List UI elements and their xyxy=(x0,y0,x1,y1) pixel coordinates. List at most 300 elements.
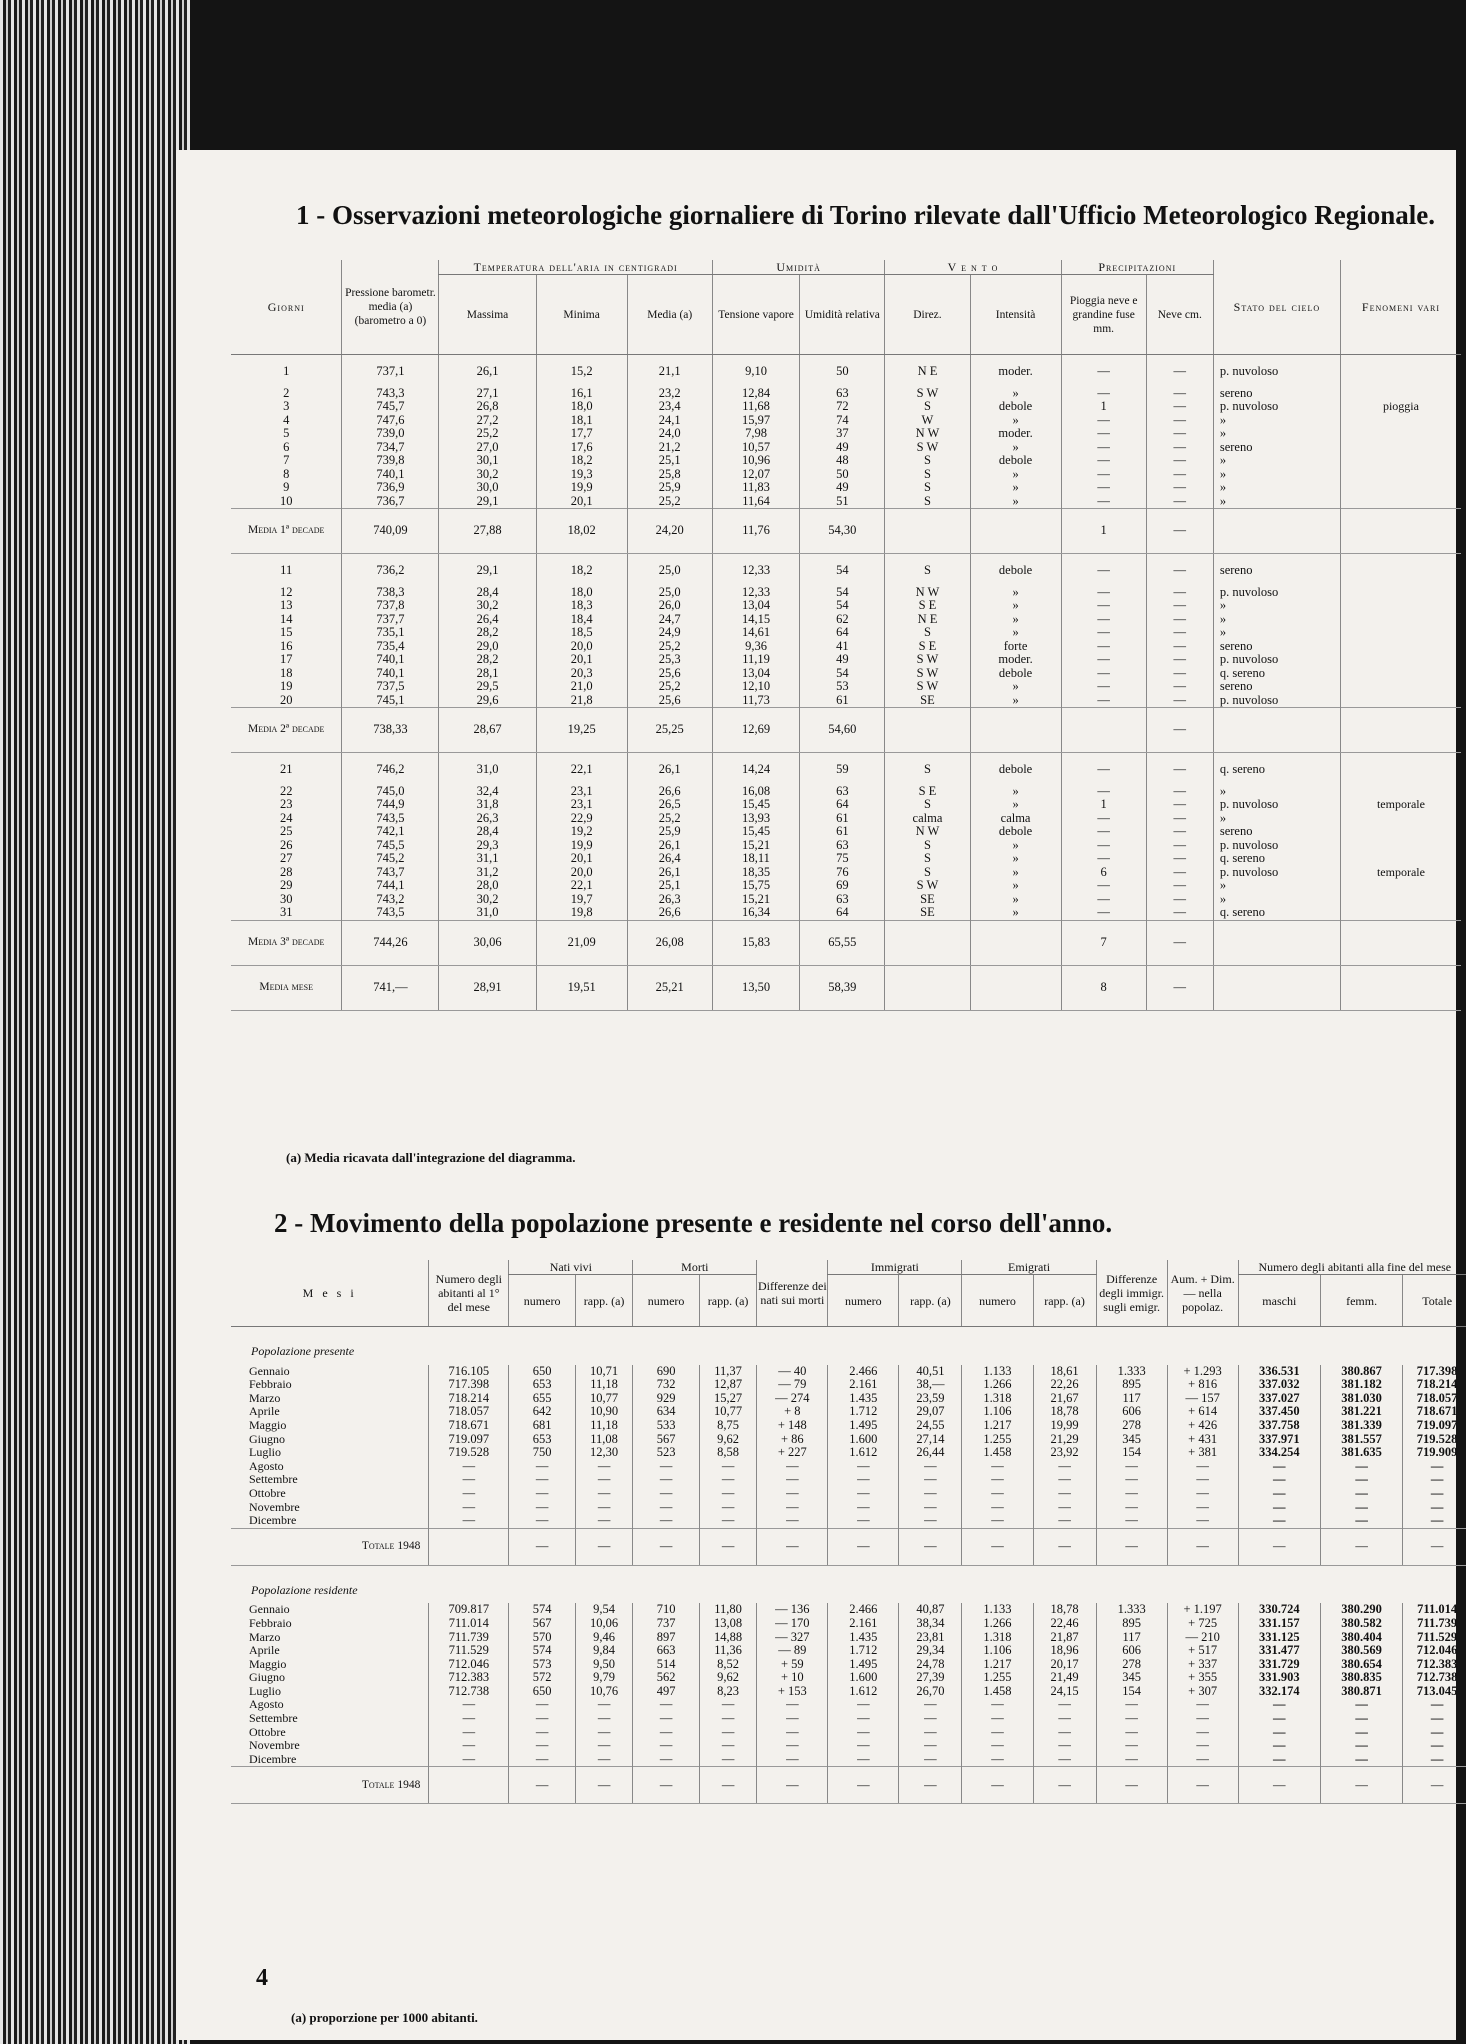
meteo-cell: — xyxy=(1146,554,1213,586)
meteo-cell: 25,2 xyxy=(439,427,536,441)
day-cell: 5 xyxy=(283,426,290,440)
meteo-cell: 14,15 xyxy=(712,613,800,627)
pop-cell: 897 xyxy=(633,1631,700,1645)
total-row xyxy=(231,1767,1466,1804)
pop-cell: 10,77 xyxy=(575,1392,632,1406)
meteo-cell: 743,3 xyxy=(342,387,439,401)
meteo-media-mese-row xyxy=(231,965,1461,1010)
meteo-cell: » xyxy=(1213,893,1340,907)
pop-cell: 10,90 xyxy=(575,1405,632,1419)
media-cell: 738,33 xyxy=(342,708,439,753)
pop-cell: — xyxy=(633,1698,700,1712)
meteo-row xyxy=(231,441,1461,455)
meteo-cell: 745,0 xyxy=(342,785,439,799)
meteo-cell: 26,1 xyxy=(627,753,712,785)
pop-cell: 663 xyxy=(633,1644,700,1658)
day-cell: 1 xyxy=(283,364,290,378)
month-cell: Luglio xyxy=(249,1445,281,1460)
day-cell: 4 xyxy=(283,412,290,427)
media-cell: 744,26 xyxy=(342,920,439,965)
meteo-cell: 10,57 xyxy=(712,441,800,455)
meteo-cell: 11,64 xyxy=(712,495,800,509)
section-row xyxy=(231,1565,1466,1603)
meteo-cell: » xyxy=(970,785,1061,799)
meteo-cell: 31,1 xyxy=(439,852,536,866)
pop-cell: 750 xyxy=(509,1446,576,1460)
meteo-media-row xyxy=(231,920,1461,965)
meteo-cell xyxy=(1340,414,1461,428)
media-empty xyxy=(1213,920,1340,965)
pop-cell: + 10 xyxy=(757,1671,828,1685)
pop-cell: 11,18 xyxy=(575,1378,632,1392)
meteo-cell: 21,2 xyxy=(627,441,712,455)
pop-cell: — xyxy=(1238,1473,1320,1487)
pop-cell: — 327 xyxy=(757,1631,828,1645)
meteo-cell: — xyxy=(1061,427,1146,441)
meteo-cell: debole xyxy=(970,400,1061,414)
meteo-cell: — xyxy=(1146,753,1213,785)
pop-cell: 331.125 xyxy=(1238,1631,1320,1645)
media-cell: 1 xyxy=(1061,509,1146,554)
pop-cell: — xyxy=(962,1739,1033,1753)
total-cell: — xyxy=(1238,1528,1320,1565)
meteo-cell: 31,0 xyxy=(439,906,536,920)
meteo-cell: 53 xyxy=(800,680,885,694)
meteo-cell xyxy=(1340,355,1461,387)
pop-cell: — xyxy=(699,1487,756,1501)
meteo-cell: » xyxy=(970,495,1061,509)
meteo-cell: » xyxy=(1213,785,1340,799)
media-cell: — xyxy=(1146,708,1213,753)
meteo-cell: 26,3 xyxy=(627,893,712,907)
media-mese-cell: 13,50 xyxy=(712,965,800,1010)
pop-cell: — xyxy=(1096,1712,1167,1726)
meteo-cell: — xyxy=(1146,613,1213,627)
meteo-cell: 743,7 xyxy=(342,866,439,880)
media-mese-cell: 25,21 xyxy=(627,965,712,1010)
section-label: Popolazione residente xyxy=(251,1582,358,1597)
day-cell: 22 xyxy=(279,783,293,798)
meteo-cell: 24,1 xyxy=(627,414,712,428)
pop-cell: 711.014 xyxy=(429,1617,509,1631)
meteo-cell: 14,24 xyxy=(712,753,800,785)
day-cell: 21 xyxy=(279,762,293,776)
pop-cell: 713.045 xyxy=(1403,1685,1466,1699)
pop-cell: — xyxy=(1096,1473,1167,1487)
media-empty xyxy=(1213,509,1340,554)
pop-cell: 719.097 xyxy=(429,1433,509,1447)
pop-cell: 712.383 xyxy=(1403,1658,1466,1672)
total-cell: — xyxy=(575,1528,632,1565)
pop-cell: 1.495 xyxy=(828,1658,899,1672)
population-table xyxy=(231,1260,1466,1804)
pop-cell: 9,79 xyxy=(575,1671,632,1685)
meteo-cell: q. sereno xyxy=(1213,667,1340,681)
pop-cell: — xyxy=(509,1514,576,1528)
pop-cell: 570 xyxy=(509,1631,576,1645)
meteo-cell: » xyxy=(1213,468,1340,482)
media-empty xyxy=(1213,965,1340,1010)
meteo-cell: 21,0 xyxy=(536,680,627,694)
meteo-cell: 28,0 xyxy=(439,879,536,893)
pop-cell: 11,37 xyxy=(699,1365,756,1379)
population-row xyxy=(231,1446,1466,1460)
media-cell: 12,69 xyxy=(712,708,800,753)
meteo-cell xyxy=(1340,640,1461,654)
pop-cell: 337.971 xyxy=(1238,1433,1320,1447)
pop-cell: 21,67 xyxy=(1033,1392,1096,1406)
meteo-cell: p. nuvoloso xyxy=(1213,355,1340,387)
pop-cell: 9,62 xyxy=(699,1671,756,1685)
meteo-cell: 29,1 xyxy=(439,495,536,509)
month-cell: Gennaio xyxy=(249,1363,290,1378)
pop-cell: 719.528 xyxy=(429,1446,509,1460)
meteo-cell: 69 xyxy=(800,879,885,893)
pop-cell: 24,15 xyxy=(1033,1685,1096,1699)
pop-cell: 1.318 xyxy=(962,1392,1033,1406)
meteo-cell: 29,3 xyxy=(439,839,536,853)
pop-cell: 895 xyxy=(1096,1378,1167,1392)
meteo-cell: 20,1 xyxy=(536,495,627,509)
meteo-cell: » xyxy=(1213,454,1340,468)
pop-cell: — xyxy=(899,1698,962,1712)
meteo-cell: — xyxy=(1146,653,1213,667)
meteo-cell: — xyxy=(1146,640,1213,654)
meteo-cell: 28,4 xyxy=(439,586,536,600)
meteo-cell: pioggia xyxy=(1340,400,1461,414)
meteo-cell: 11,68 xyxy=(712,400,800,414)
meteo-cell: debole xyxy=(970,667,1061,681)
meteo-cell: 11,19 xyxy=(712,653,800,667)
pop-cell: 21,49 xyxy=(1033,1671,1096,1685)
pop-cell: 331.729 xyxy=(1238,1658,1320,1672)
hdr-intensita: Intensità xyxy=(970,275,1061,355)
pop-cell: + 431 xyxy=(1167,1433,1238,1447)
pop-cell: 27,39 xyxy=(899,1671,962,1685)
pop-cell: 278 xyxy=(1096,1658,1167,1672)
section2-title: 2 - Movimento della popolazione presente e residente nel corso dell'anno. xyxy=(274,1208,1113,1238)
pop-cell: 380.404 xyxy=(1320,1631,1402,1645)
meteo-cell: 74 xyxy=(800,414,885,428)
meteo-cell: 745,1 xyxy=(342,694,439,708)
meteo-cell: 25,2 xyxy=(627,812,712,826)
total-cell: — xyxy=(1096,1767,1167,1804)
meteo-cell: q. sereno xyxy=(1213,852,1340,866)
meteo-cell: 20,1 xyxy=(536,852,627,866)
pop-cell: 337.450 xyxy=(1238,1405,1320,1419)
meteo-cell: 27,0 xyxy=(439,441,536,455)
pop-cell: — xyxy=(1167,1753,1238,1767)
pop-cell: — 210 xyxy=(1167,1631,1238,1645)
pop-cell: + 307 xyxy=(1167,1685,1238,1699)
pop-cell: 574 xyxy=(509,1603,576,1617)
total-cell: — xyxy=(962,1528,1033,1565)
media-cell xyxy=(970,509,1061,554)
hdr-immigrati: Immigrati xyxy=(828,1260,962,1275)
section-label: Popolazione presente xyxy=(251,1344,355,1358)
meteo-body xyxy=(231,355,1461,1011)
meteo-cell: 20,0 xyxy=(536,640,627,654)
pop-cell: — xyxy=(1238,1753,1320,1767)
meteo-cell: 11,73 xyxy=(712,694,800,708)
meteo-cell: 742,1 xyxy=(342,825,439,839)
meteo-cell: 19,3 xyxy=(536,468,627,482)
hdr-emi-rapp: rapp. (a) xyxy=(1033,1275,1096,1327)
media-mese-cell: 19,51 xyxy=(536,965,627,1010)
pop-cell: 712.738 xyxy=(429,1685,509,1699)
pop-cell: 712.738 xyxy=(1403,1671,1466,1685)
pop-cell: — xyxy=(1167,1501,1238,1515)
pop-cell: — xyxy=(509,1698,576,1712)
pop-cell: — xyxy=(899,1487,962,1501)
pop-cell: 572 xyxy=(509,1671,576,1685)
pop-cell: — xyxy=(962,1753,1033,1767)
meteo-cell: 54 xyxy=(800,599,885,613)
pop-cell: 38,— xyxy=(899,1378,962,1392)
meteo-cell: — xyxy=(1061,753,1146,785)
meteo-cell: q. sereno xyxy=(1213,753,1340,785)
pop-cell: — xyxy=(575,1753,632,1767)
hdr-pressione: Pressione barometr. media (a) (barometro a 0) xyxy=(342,260,439,355)
pop-cell: — xyxy=(429,1753,509,1767)
meteo-cell: 15,21 xyxy=(712,839,800,853)
meteo-cell xyxy=(1340,626,1461,640)
pop-cell: 711.529 xyxy=(1403,1631,1466,1645)
meteo-cell: 744,9 xyxy=(342,798,439,812)
pop-cell: — xyxy=(1033,1753,1096,1767)
pop-cell: 718.057 xyxy=(1403,1392,1466,1406)
pop-cell: — xyxy=(633,1514,700,1528)
total-cell xyxy=(429,1767,509,1804)
media-mese-cell: 58,39 xyxy=(800,965,885,1010)
pop-cell: — xyxy=(575,1712,632,1726)
pop-cell: 1.435 xyxy=(828,1392,899,1406)
total-cell: — xyxy=(962,1767,1033,1804)
meteo-cell: 26,6 xyxy=(627,785,712,799)
month-cell: Giugno xyxy=(249,1431,285,1446)
pop-cell: 1.106 xyxy=(962,1644,1033,1658)
hdr-fenomeni: Fenomeni vari xyxy=(1340,260,1461,355)
meteo-cell: S W xyxy=(885,667,970,681)
day-cell: 24 xyxy=(279,810,293,825)
meteo-cell: N W xyxy=(885,427,970,441)
meteo-cell: — xyxy=(1061,906,1146,920)
meteo-cell: — xyxy=(1061,825,1146,839)
pop-cell: 40,87 xyxy=(899,1603,962,1617)
meteo-cell: 737,1 xyxy=(342,355,439,387)
pop-cell: — xyxy=(509,1726,576,1740)
meteo-row xyxy=(231,599,1461,613)
hdr-diff-nati: Differenze dei nati sui morti xyxy=(757,1260,828,1327)
meteo-cell: 27,2 xyxy=(439,414,536,428)
day-cell: 29 xyxy=(279,878,293,892)
meteo-cell xyxy=(1340,441,1461,455)
pop-cell: 650 xyxy=(509,1365,576,1379)
pop-cell: — xyxy=(429,1739,509,1753)
month-cell: Dicembre xyxy=(249,1513,297,1528)
day-cell: 15 xyxy=(279,625,293,639)
meteo-cell: 28,1 xyxy=(439,667,536,681)
hdr-morti: Morti xyxy=(633,1260,757,1275)
hdr-umidita-rel: Umidità relativa xyxy=(800,275,885,355)
pop-cell: — xyxy=(1403,1739,1466,1753)
pop-cell: 711.739 xyxy=(1403,1617,1466,1631)
media-cell xyxy=(970,920,1061,965)
meteo-cell: 28,2 xyxy=(439,626,536,640)
pop-cell: — xyxy=(1238,1501,1320,1515)
meteo-cell: » xyxy=(1213,613,1340,627)
pop-cell: 2.466 xyxy=(828,1365,899,1379)
total-cell: — xyxy=(899,1528,962,1565)
meteo-cell xyxy=(1340,879,1461,893)
meteo-cell: 15,45 xyxy=(712,825,800,839)
meteo-cell xyxy=(1340,427,1461,441)
meteo-cell: 26,5 xyxy=(627,798,712,812)
pop-cell: 337.032 xyxy=(1238,1378,1320,1392)
day-cell: 27 xyxy=(279,851,293,865)
meteo-cell: 18,0 xyxy=(536,400,627,414)
pop-cell: 18,61 xyxy=(1033,1365,1096,1379)
pop-cell: — xyxy=(509,1487,576,1501)
meteo-cell: 26,4 xyxy=(627,852,712,866)
pop-cell: 1.217 xyxy=(962,1419,1033,1433)
pop-cell: — xyxy=(1096,1726,1167,1740)
pop-cell: 337.027 xyxy=(1238,1392,1320,1406)
media-cell: 54,30 xyxy=(800,509,885,554)
pop-cell: 9,46 xyxy=(575,1631,632,1645)
day-cell: 12 xyxy=(279,584,293,599)
meteo-cell: — xyxy=(1061,852,1146,866)
pop-cell: — xyxy=(899,1739,962,1753)
pop-cell: 523 xyxy=(633,1446,700,1460)
pop-cell: — xyxy=(429,1501,509,1515)
day-cell: 9 xyxy=(283,480,290,494)
meteo-cell: » xyxy=(970,626,1061,640)
pop-cell: — xyxy=(962,1698,1033,1712)
pop-cell: 22,46 xyxy=(1033,1617,1096,1631)
hdr-morti-rapp: rapp. (a) xyxy=(699,1275,756,1327)
pop-cell: 719.097 xyxy=(1403,1419,1466,1433)
meteo-cell: 31,2 xyxy=(439,866,536,880)
month-cell: Gennaio xyxy=(249,1602,290,1617)
pop-cell: 1.266 xyxy=(962,1617,1033,1631)
pop-cell: 380.867 xyxy=(1320,1365,1402,1379)
meteo-cell: 15,97 xyxy=(712,414,800,428)
pop-cell: — 170 xyxy=(757,1617,828,1631)
pop-cell: 653 xyxy=(509,1378,576,1392)
media-empty xyxy=(1340,509,1461,554)
pop-cell: — xyxy=(1320,1712,1402,1726)
pop-cell: — xyxy=(699,1712,756,1726)
pop-cell: 381.182 xyxy=(1320,1378,1402,1392)
meteo-cell: S xyxy=(885,481,970,495)
pop-cell: — xyxy=(899,1460,962,1474)
meteo-cell: p. nuvoloso xyxy=(1213,586,1340,600)
meteo-cell: 23,1 xyxy=(536,785,627,799)
pop-cell: — xyxy=(1096,1698,1167,1712)
pop-cell: 642 xyxy=(509,1405,576,1419)
pop-cell: — xyxy=(757,1712,828,1726)
meteo-cell: — xyxy=(1146,852,1213,866)
pop-cell: 10,77 xyxy=(699,1405,756,1419)
pop-cell: 2.161 xyxy=(828,1617,899,1631)
meteo-cell: 24,9 xyxy=(627,626,712,640)
population-row xyxy=(231,1726,1466,1740)
meteo-cell: 54 xyxy=(800,667,885,681)
meteo-cell: — xyxy=(1061,640,1146,654)
meteo-cell: 17,7 xyxy=(536,427,627,441)
meteo-cell: » xyxy=(970,613,1061,627)
meteo-cell: 7,98 xyxy=(712,427,800,441)
total-cell: — xyxy=(633,1767,700,1804)
meteo-cell: 75 xyxy=(800,852,885,866)
pop-cell: 1.495 xyxy=(828,1419,899,1433)
pop-cell: 1.435 xyxy=(828,1631,899,1645)
media-cell: 24,20 xyxy=(627,509,712,554)
meteo-cell: S xyxy=(885,852,970,866)
pop-cell: + 86 xyxy=(757,1433,828,1447)
meteo-cell: SE xyxy=(885,893,970,907)
meteo-cell: » xyxy=(1213,599,1340,613)
pop-cell: — xyxy=(1320,1753,1402,1767)
meteo-cell: 64 xyxy=(800,626,885,640)
pop-cell: 337.758 xyxy=(1238,1419,1320,1433)
month-cell: Dicembre xyxy=(249,1751,297,1766)
pop-cell: — xyxy=(699,1514,756,1528)
section1-title: 1 - Osservazioni meteorologiche giornaliere di Torino rilevate dall'Ufficio Meteorologico Regionale. xyxy=(296,200,1436,230)
pop-cell: + 148 xyxy=(757,1419,828,1433)
pop-cell: — xyxy=(828,1514,899,1528)
meteo-row xyxy=(231,468,1461,482)
month-cell: Settembre xyxy=(249,1472,298,1487)
meteo-cell: — xyxy=(1146,825,1213,839)
pop-cell: 29,34 xyxy=(899,1644,962,1658)
meteo-cell: 12,07 xyxy=(712,468,800,482)
month-cell: Febbraio xyxy=(249,1377,292,1392)
pop-cell: 1.318 xyxy=(962,1631,1033,1645)
meteo-cell: S xyxy=(885,495,970,509)
hdr-morti-numero: numero xyxy=(633,1275,700,1327)
pop-cell: 1.255 xyxy=(962,1433,1033,1447)
pop-cell: — xyxy=(575,1460,632,1474)
meteo-cell: 26,0 xyxy=(627,599,712,613)
meteo-cell: 30,2 xyxy=(439,468,536,482)
meteo-row xyxy=(231,387,1461,401)
population-row xyxy=(231,1514,1466,1528)
meteo-cell: S xyxy=(885,554,970,586)
pop-cell: 332.174 xyxy=(1238,1685,1320,1699)
meteo-row xyxy=(231,866,1461,880)
meteo-cell: » xyxy=(970,839,1061,853)
meteo-cell: 54 xyxy=(800,586,885,600)
pop-cell: 737 xyxy=(633,1617,700,1631)
meteo-cell xyxy=(1340,839,1461,853)
meteo-cell: 49 xyxy=(800,481,885,495)
meteo-cell: S W xyxy=(885,441,970,455)
meteo-cell: — xyxy=(1061,414,1146,428)
pop-cell: — xyxy=(1033,1514,1096,1528)
hdr-numero-abitanti: Numero degli abitanti al 1° del mese xyxy=(429,1260,509,1327)
meteo-cell: sereno xyxy=(1213,640,1340,654)
media-empty xyxy=(1213,708,1340,753)
total-cell: — xyxy=(575,1767,632,1804)
pop-cell: — xyxy=(575,1739,632,1753)
population-row xyxy=(231,1405,1466,1419)
pop-cell: 381.635 xyxy=(1320,1446,1402,1460)
meteo-cell: 740,1 xyxy=(342,667,439,681)
pop-cell: 345 xyxy=(1096,1671,1167,1685)
meteo-cell: 12,84 xyxy=(712,387,800,401)
